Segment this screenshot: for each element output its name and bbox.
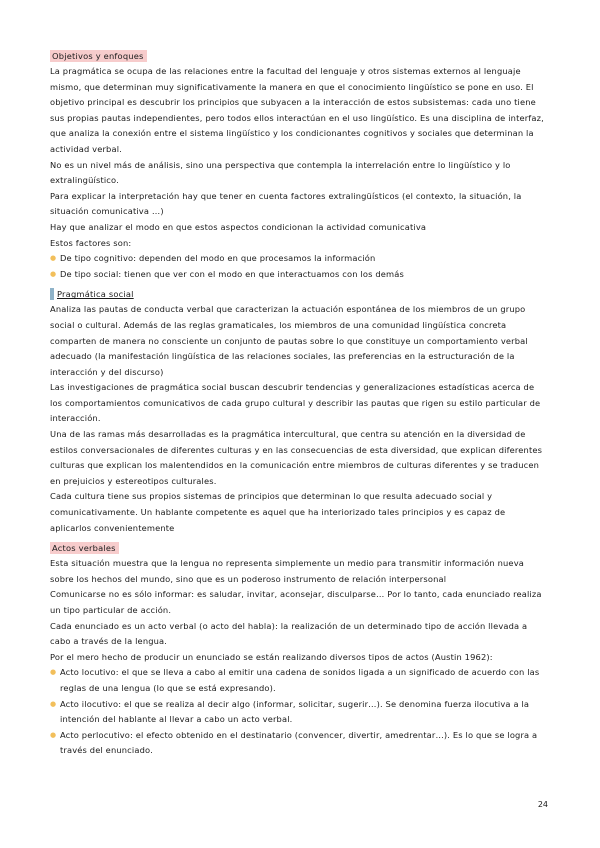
paragraph: Cada enunciado es un acto verbal (o acto del habla): la realización de un determinado tipo de acción llevada a cabo a través de la lengua. xyxy=(50,620,528,647)
bullet-icon: ● xyxy=(50,254,57,263)
paragraph: Por el mero hecho de producir un enunciado se están realizando diversos tipos de actos (Austin 1962): xyxy=(50,651,493,662)
list-item: ● Acto ilocutivo: el que se realiza al decir algo (informar, solicitar, sugerir…). Se denomina fuerza ilocutiva a la intención del hablante al llevar a cabo un acto verbal. xyxy=(50,697,548,728)
section-pragmatica-social xyxy=(50,282,548,536)
paragraph: Comunicarse no es sólo informar: es saludar, invitar, aconsejar, disculparse… Por lo tanto, cada enunciado realiza un tipo particular de acción. xyxy=(50,589,542,615)
bullet-icon: ● xyxy=(50,730,57,739)
list-item: ● De tipo cognitivo: dependen del modo en que procesamos la información xyxy=(50,251,548,267)
section-actos-verbales xyxy=(50,536,548,759)
paragraph: Una de las ramas más desarrolladas es la pragmática intercultural, que centra su atención en la diversidad de estilos conversacionales de diferentes culturas y en las consecuencias de esta diversidad, que explican diferentes culturas que explican los malentendidos en la comunicación entre miembros de culturas diferentes y se traducen en prejuicios y estereotipos culturales. xyxy=(50,429,543,486)
section-objetivos xyxy=(50,44,548,282)
bullet-icon: ● xyxy=(50,668,57,677)
heading-actos-verbales: Actos verbales xyxy=(50,542,119,554)
list-item: ● De tipo social: tienen que ver con el modo en que interactuamos con los demás xyxy=(50,267,548,283)
paragraph: Cada cultura tiene sus propios sistemas de principios que determinan lo que resulta adecuado social y comunicativamente. Un hablante competente es aquel que ha interiorizado tales principios y es capaz de aplicarlos convenientemente xyxy=(50,491,506,533)
paragraph: Hay que analizar el modo en que estos aspectos condicionan la actividad comunicativa xyxy=(50,221,427,232)
paragraph: La pragmática se ocupa de las relaciones entre la facultad del lenguaje y otros sistemas externos al lenguaje mismo, que determinan muy significativamente la manera en que el conocimiento lingüístico se pone en uso. El objetivo principal es descubrir los principios que subyacen a la interacción de estos subsistemas: cada uno tiene sus propias pautas independientes, pero todos ellos interactúan en el uso lingüístico. Es una disciplina de interfaz, que analiza la conexión entre el sistema lingüístico y los condicionantes cognitivos y sociales que determinan la actividad verbal. xyxy=(50,66,544,154)
bullet-icon: ● xyxy=(50,269,57,278)
paragraph: Analiza las pautas de conducta verbal que caracterizan la actuación espontánea de los miembros de un grupo social o cultural. Además de las reglas gramaticales, los miembros de una comunidad lingüística concreta comparten de manera no consciente un conjunto de pautas sobre lo que constituye un comportamiento verbal adecuado (la manifestación lingüística de las relaciones sociales, las preferencias en la estructuración de la interacción y del discurso) xyxy=(50,304,528,377)
heading-pragmatica-social: Pragmática social xyxy=(50,288,137,300)
list-item: ● Acto locutivo: el que se lleva a cabo al emitir una cadena de sonidos ligada a un significado de acuerdo con las reglas de una lengua (lo que se está expresando). xyxy=(50,665,548,696)
paragraph: Estos factores son: xyxy=(50,237,132,248)
bullet-icon: ● xyxy=(50,699,57,708)
page-number: 24 xyxy=(537,800,548,809)
paragraph: No es un nivel más de análisis, sino una perspectiva que contempla la interrelación entre lo lingüístico y lo extralingüístico. xyxy=(50,159,511,186)
paragraph: Las investigaciones de pragmática social buscan descubrir tendencias y generalizaciones estadísticas acerca de los comportamientos comunicativos de cada grupo cultural y describir las pautas que rigen su estilo particular de interacción. xyxy=(50,382,541,424)
heading-objetivos: Objetivos y enfoques xyxy=(50,50,147,62)
paragraph: Para explicar la interpretación hay que tener en cuenta factores extralingüísticos (el contexto, la situación, la situación comunicativa …) xyxy=(50,190,522,217)
paragraph: Esta situación muestra que la lengua no representa simplemente un medio para transmitir información nueva sobre los hechos del mundo, sino que es un poderoso instrumento de relación interpersonal xyxy=(50,558,524,584)
list-item: ● Acto perlocutivo: el efecto obtenido en el destinatario (convencer, divertir, amedrentar…). Es lo que se logra a través del enunciado. xyxy=(50,728,548,759)
